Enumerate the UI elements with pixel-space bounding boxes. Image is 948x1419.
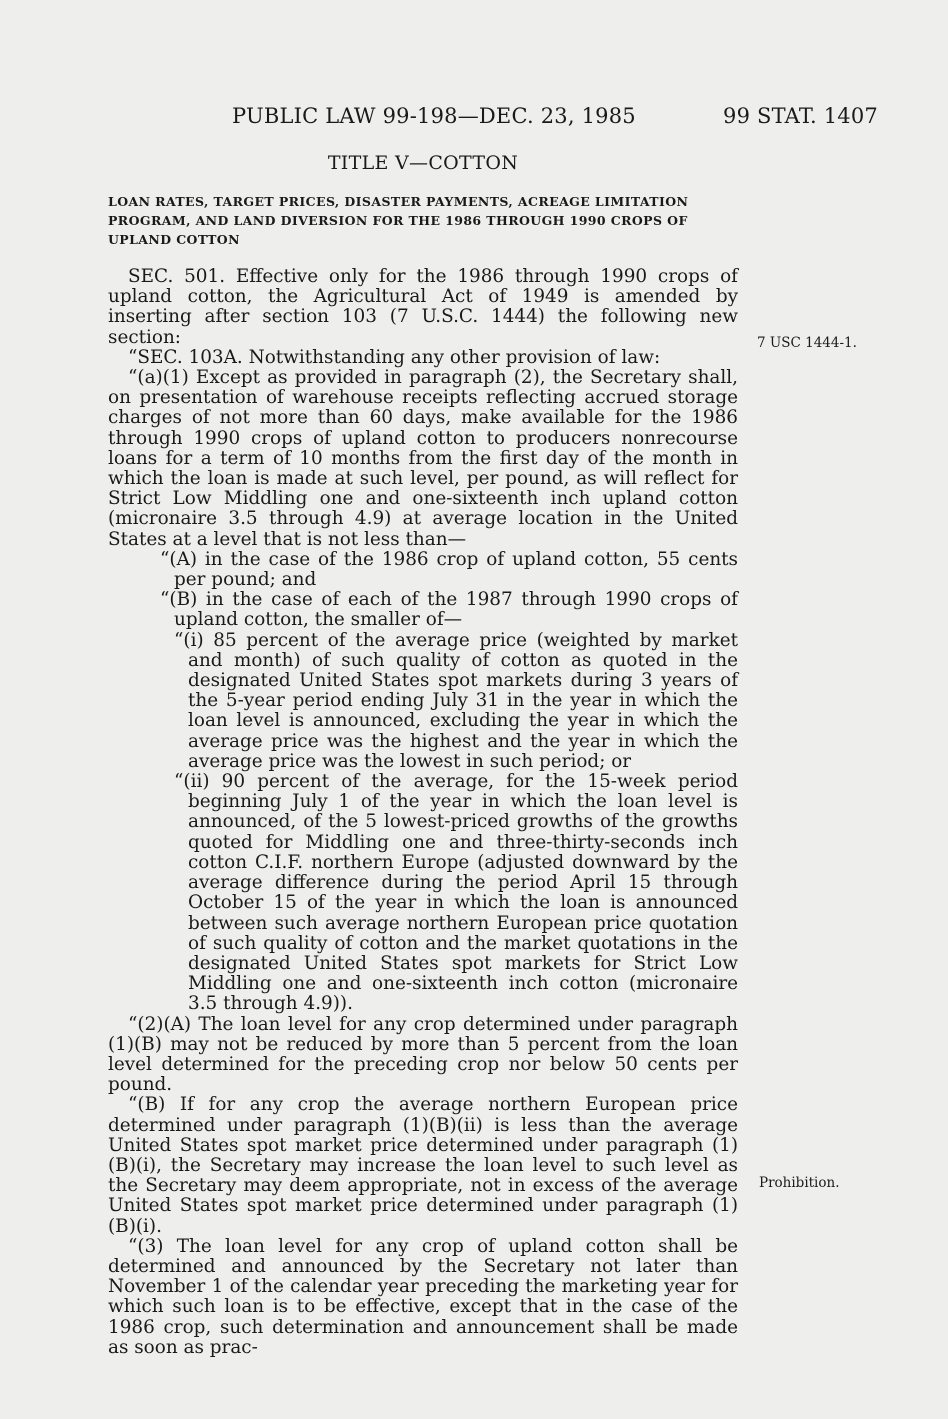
body-text [108,267,738,1358]
section-subtitle: LOAN RATES, TARGET PRICES, DISASTER PAYMENTS, ACREAGE LIMITATION PROGRAM, AND LAND DIVERSION FOR THE 1986 THROUGH 1990 CROPS OF UPLAND COTTON [108,194,689,247]
paragraph-a-2-B: “(B) If for any crop the average northern European price determined under paragraph (1)(B)(ii) is less than the average United States spot market price determined under paragraph (1)(B)(i), the Secretary may increase the loan level to such level as the Secretary may deem appropriate, not in excess of the average United States spot market price determined under paragraph (1)(B)(i). [108,1094,738,1237]
paragraph-a-1: “(a)(1) Except as provided in paragraph (2), the Secretary shall, on presentation of warehouse receipts reflecting accrued storage charges of not more than 60 days, make available for the 1986 through 1990 crops of upland cotton to producers nonrecourse loans for a term of 10 months from the first day of the month in which the loan is made at such level, per pound, as will reflect for Strict Low Middling one and one-sixteenth inch upland cotton (micronaire 3.5 through 4.9) at average location in the United States at a level that is not less than— [108,367,738,550]
running-header [232,104,878,134]
paragraph-a-2-A: “(2)(A) The loan level for any crop determined under paragraph (1)(B) may not be reduced by more than 5 percent from the loan level determined for the preceding crop nor below 50 cents per pound. [108,1013,738,1096]
margin-note-citation: 7 USC 1444-1. [757,335,857,351]
paragraph-a-1-A: “(A) in the case of the 1986 crop of upland cotton, 55 cents per pound; and [160,548,738,591]
page-number: 99 STAT. 1407 [723,104,878,128]
paragraph-a-1-B-i: “(i) 85 percent of the average price (weighted by market and month) of such quality of cotton as quoted in the designated United States spot markets during 3 years of the 5-year period ending July 31 in the year in which the loan level is announced, excluding the year in which the average price was the highest and the year in which the average price was the lowest in such period; or [174,629,738,772]
paragraph-a-1-B-ii: “(ii) 90 percent of the average, for the 15-week period beginning July 1 of the year in which the loan level is announced, of the 5 lowest-priced growths of the growths quoted for Middling one and three-thirty-seconds inch cotton C.I.F. northern Europe (adjusted downward by the average difference during the period April 15 through October 15 of the year in which the loan is announced between such average northern European price quotation of such quality of cotton and the market quotations in the designated United States spot markets for Strict Low Middling one and one-sixteenth inch cotton (micronaire 3.5 through 4.9)). [174,771,738,1015]
paragraph-a-3: “(3) The loan level for any crop of upland cotton shall be determined and announced by the Secretary not later than November 1 of the calendar year preceding the marketing year for which such loan is to be effective, except that in the case of the 1986 crop, such determination and announcement shall be made as soon as prac- [108,1235,738,1358]
page-title: TITLE V—COTTON [327,152,519,174]
paragraph-sec-501: SEC. 501. Effective only for the 1986 through 1990 crops of upland cotton, the Agricultural Act of 1949 is amended by inserting after section 103 (7 U.S.C. 1444) the following new section: [108,266,738,348]
margin-note-prohibition: Prohibition. [759,1175,840,1191]
paragraph-a-1-B: “(B) in the case of each of the 1987 through 1990 crops of upland cotton, the smaller of— [160,589,738,631]
paragraph-sec-103a: “SEC. 103A. Notwithstanding any other provision of law: [128,346,661,368]
running-head: PUBLIC LAW 99-198—DEC. 23, 1985 [232,104,636,128]
